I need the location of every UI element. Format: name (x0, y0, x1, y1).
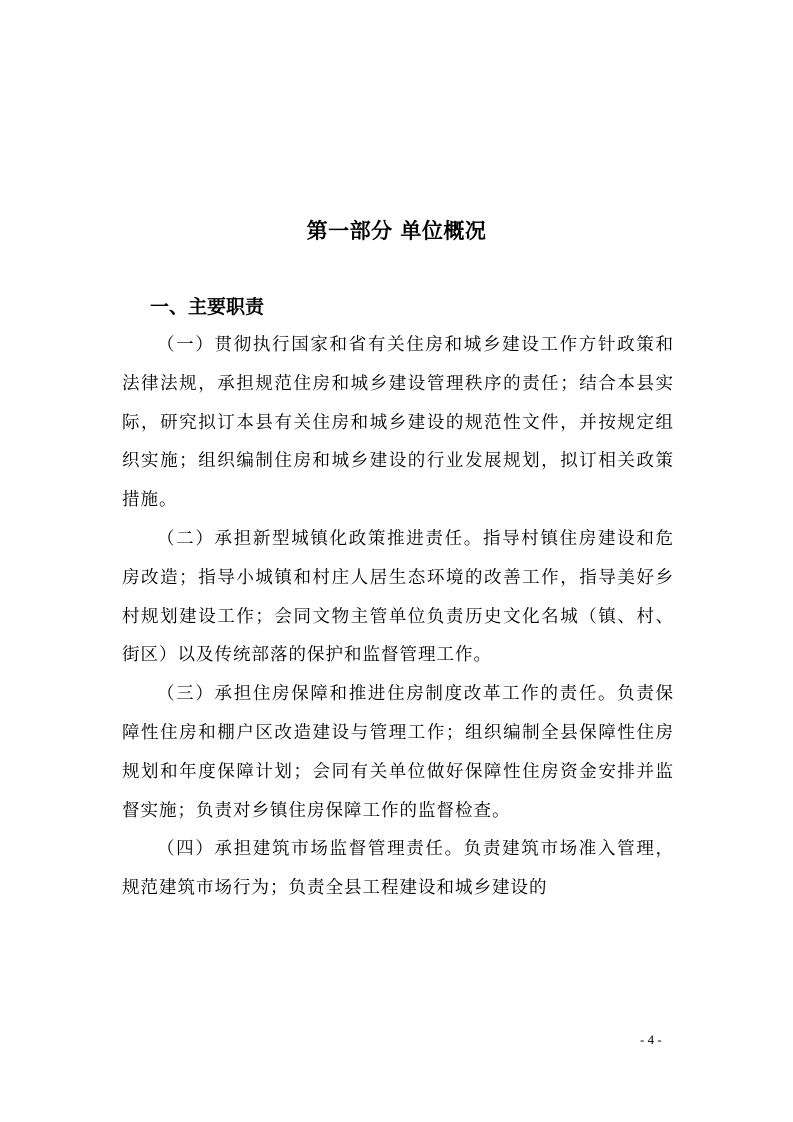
page-title: 第一部分 单位概况 (306, 219, 487, 243)
paragraph-4: （四）承担建筑市场监督管理责任。负责建筑市场准入管理，规范建筑市场行为；负责全县工程建设和城乡建设的 (122, 839, 674, 899)
section-heading: 一、主要职责 (150, 296, 265, 318)
paragraph-3: （三）承担住房保障和推进住房制度改革工作的责任。负责保障性住房和棚户区改造建设与管理工作；组织编制全县保障性住房规划和年度保障计划；会同有关单位做好保障性住房资金安排并监督实施；负责对乡镇住房保障工作的监督检查。 (122, 684, 674, 821)
paragraph-2: （二）承担新型城镇化政策推进责任。指导村镇住房建设和危房改造；指导小城镇和村庄人居生态环境的改善工作，指导美好乡村规划建设工作；会同文物主管单位负责历史文化名城（镇、村、街区）以及传统部落的保护和监督管理工作。 (122, 528, 674, 666)
paragraph-1: （一）贯彻执行国家和省有关住房和城乡建设工作方针政策和法律法规，承担规范住房和城乡建设管理秩序的责任；结合本县实际，研究拟订本县有关住房和城乡建设的规范性文件，并按规定组织实施；组织编制住房和城乡建设的行业发展规划，拟订相关政策措施。 (122, 335, 674, 511)
page-number: - 4 - (640, 1032, 662, 1047)
body-text (122, 326, 674, 908)
